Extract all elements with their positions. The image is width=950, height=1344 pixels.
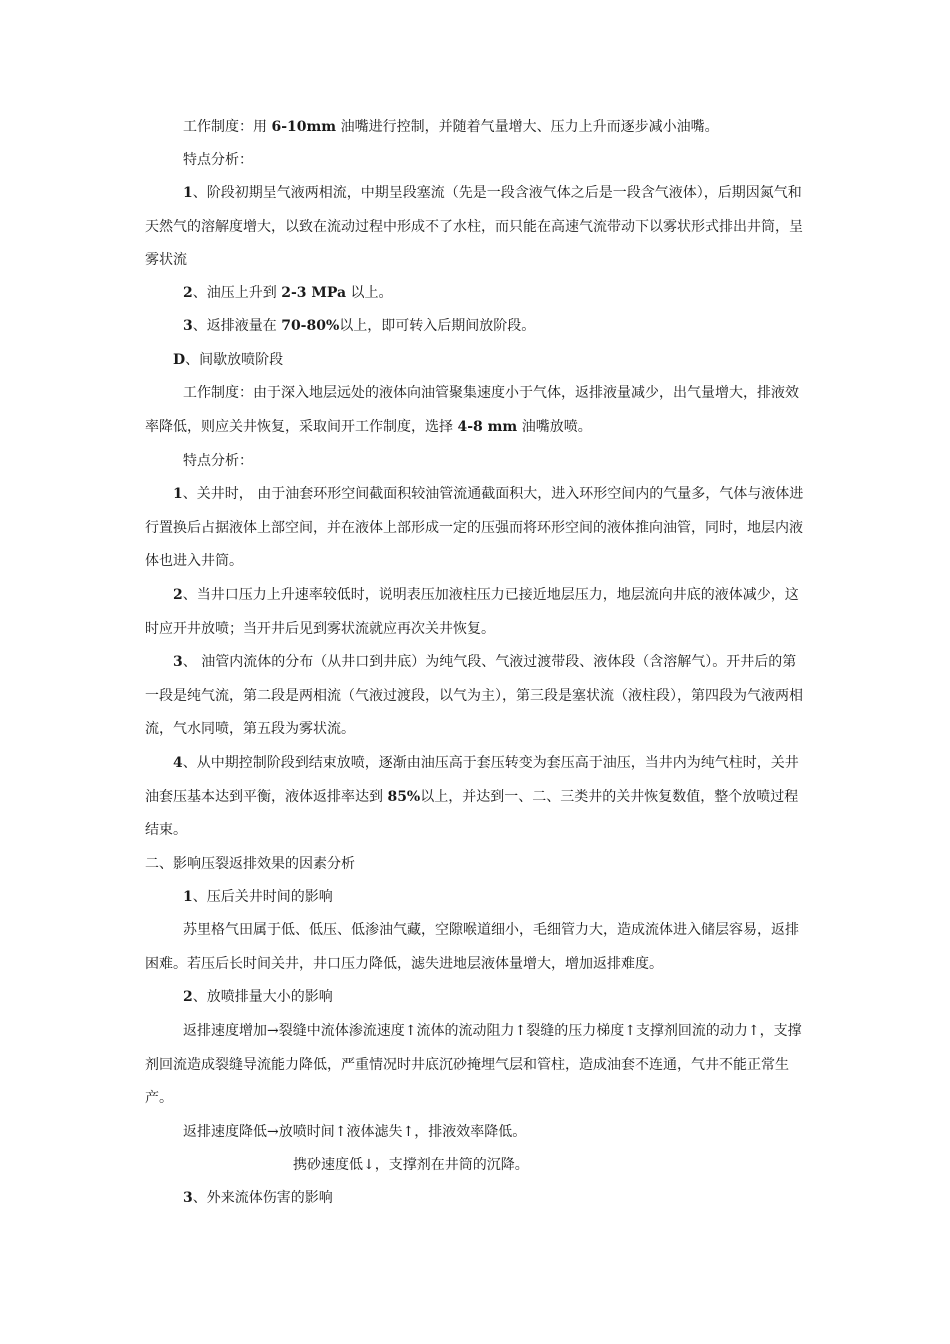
bold-text: 6-10mm bbox=[271, 119, 337, 135]
paragraph bbox=[145, 1149, 805, 1183]
paragraph bbox=[145, 344, 805, 378]
text-run: 携砂速度低↓，支撑剂在井筒的沉降。 bbox=[293, 1157, 529, 1173]
bold-text: 85% bbox=[387, 788, 421, 805]
paragraph bbox=[145, 177, 805, 278]
text-run: 以上。 bbox=[346, 285, 393, 301]
bold-text: 3 bbox=[173, 654, 183, 670]
bold-text: 2 bbox=[173, 587, 183, 603]
paragraph bbox=[145, 111, 805, 145]
bold-text: 3 bbox=[183, 1190, 193, 1206]
text-run: 油嘴放喷。 bbox=[517, 418, 592, 435]
paragraph bbox=[145, 914, 805, 981]
text-run: 、压后关井时间的影响 bbox=[192, 889, 333, 905]
paragraph bbox=[145, 445, 805, 479]
text-run: 工作制度：由于深入地层远处的液体向油管聚集速度小于气体，返排液量减少，出气量增大，排液效率降低，则应关井恢复，采取间开工作制度，选择 bbox=[145, 385, 799, 435]
bold-text: 4-8 mm bbox=[457, 418, 518, 435]
text-run: 工作制度：用 bbox=[183, 119, 272, 135]
text-run: 、关井时， 由于油套环形空间截面积较油管流通截面积大，进入环形空间内的气量多，气体与液体进行置换后占据液体上部空间，并在液体上部形成一定的压强而将环形空间的液体推向油管，同时，地层内液体也进入井筒。 bbox=[145, 486, 804, 569]
text-run: 、阶段初期呈气液两相流，中期呈段塞流（先是一段含液气体之后是一段含气液体），后期因氮气和天然气的溶解度增大，以致在流动过程中形成不了水柱，而只能在高速气流带动下以雾状形式排出井筒，呈雾状流 bbox=[145, 185, 803, 268]
paragraph bbox=[145, 144, 805, 178]
text-run: 苏里格气田属于低、低压、低渗油气藏，空隙喉道细小，毛细管力大，造成流体进入储层容易，返排困难。若压后长时间关井，井口压力降低，滤失进地层液体量增大，增加返排难度。 bbox=[145, 922, 799, 972]
paragraph bbox=[145, 1015, 805, 1116]
bold-text: 1 bbox=[183, 889, 193, 905]
text-run: 、返排液量在 bbox=[192, 318, 282, 334]
bold-text: 2 bbox=[183, 989, 193, 1005]
text-run: 、间歇放喷阶段 bbox=[185, 352, 284, 368]
text-run: 、油压上升到 bbox=[192, 285, 282, 301]
text-run: 油嘴进行控制，并随着气量增大、压力上升而逐步减小油嘴。 bbox=[336, 119, 719, 135]
bold-text: 70-80% bbox=[281, 318, 340, 334]
text-run: 返排速度降低→放喷时间↑液体滤失↑，排液效率降低。 bbox=[183, 1124, 527, 1140]
text-run: 以上，并达到一、二、三类井的关井恢复数值，整个放喷过程结束。 bbox=[145, 788, 799, 838]
paragraph bbox=[145, 310, 805, 344]
bold-text: D bbox=[173, 352, 186, 368]
bold-text: 1 bbox=[183, 185, 193, 201]
bold-text: 4 bbox=[173, 755, 183, 771]
paragraph bbox=[145, 1116, 805, 1150]
text-run: 、当井口压力上升速率较低时，说明表压加液柱压力已接近地层压力，地层流向井底的液体减少，这时应开井放喷；当开井后见到雾状流就应再次关井恢复。 bbox=[145, 587, 799, 637]
bold-text: 1 bbox=[173, 486, 183, 502]
bold-text: 2-3 MPa bbox=[281, 285, 347, 301]
text-run: 特点分析： bbox=[183, 152, 253, 168]
text-run: 返排速度增加→裂缝中流体渗流速度↑流体的流动阻力↑裂缝的压力梯度↑支撑剂回流的动力↑，支撑剂回流造成裂缝导流能力降低，严重情况时井底沉砂掩埋气层和管柱，造成油套不连通，气井不能正常生产。 bbox=[145, 1023, 802, 1106]
bold-text: 2 bbox=[183, 285, 193, 301]
paragraph bbox=[145, 579, 805, 646]
text-run: 、从中期控制阶段到结束放喷，逐渐由油压高于套压转变为套压高于油压，当井内为纯气柱时，关井油套压基本达到平衡，液体返排率达到 bbox=[145, 755, 799, 805]
paragraph bbox=[145, 478, 805, 579]
paragraph bbox=[145, 981, 805, 1015]
text-run: 特点分析： bbox=[183, 453, 253, 469]
text-run: 以上，即可转入后期间放阶段。 bbox=[339, 318, 536, 334]
text-run: 、外来流体伤害的影响 bbox=[192, 1190, 333, 1206]
paragraph bbox=[145, 747, 805, 848]
text-run: 、 油管内流体的分布（从井口到井底）为纯气段、气液过渡带段、液体段（含溶解气）。开井后的第一段是纯气流，第二段是两相流（气液过渡段，以气为主），第三段是塞状流（液柱段），第四段为气液两相流，气水同喷，第五段为雾状流。 bbox=[145, 654, 803, 737]
bold-text: 3 bbox=[183, 318, 193, 334]
text-run: 二、影响压裂返排效果的因素分析 bbox=[145, 856, 355, 872]
paragraph bbox=[145, 277, 805, 311]
paragraph bbox=[145, 881, 805, 915]
text-run: 、放喷排量大小的影响 bbox=[192, 989, 333, 1005]
paragraph bbox=[145, 377, 805, 444]
section-heading bbox=[145, 848, 805, 882]
paragraph bbox=[145, 1182, 805, 1216]
paragraph bbox=[145, 646, 805, 747]
